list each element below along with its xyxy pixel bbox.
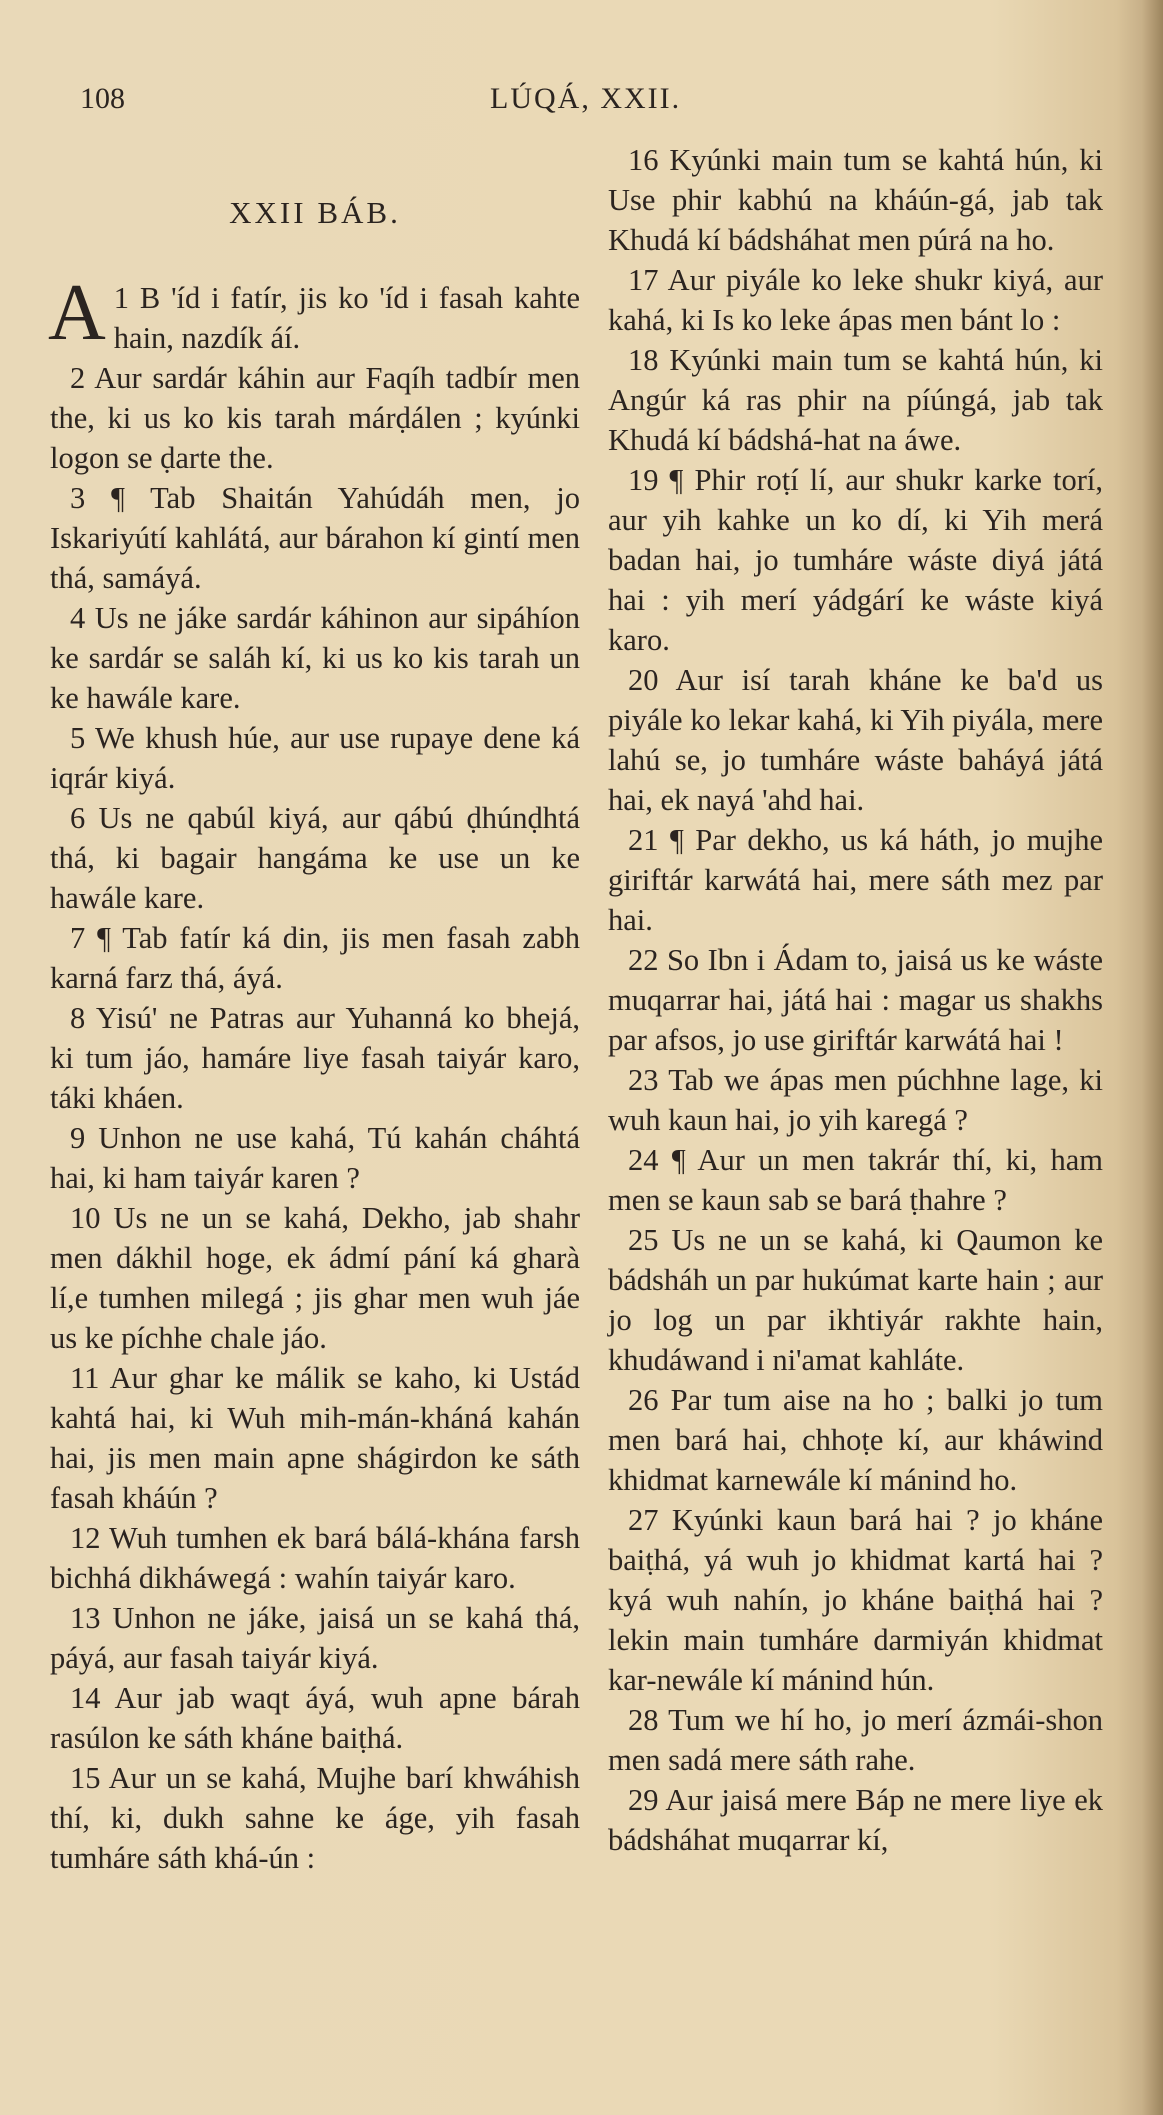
chapter-heading: XXII BÁB.: [229, 195, 401, 230]
verse-12: 12 Wuh tumhen ek bará bálá-khána farsh bichhá dikháwegá : wahín taiyár karo.: [50, 1521, 580, 1595]
page-number: 108: [80, 82, 125, 115]
verse-19: 19 ¶ Phir roṭí lí, aur shukr karke torí, aur yih kahke un ko dí, ki Yih merá badan hai, jo tumháre wáste diyá játá hai : yih merí yádgárí ke wáste kiyá karo.: [608, 463, 1103, 657]
verse-number: 1: [113, 281, 130, 315]
left-column: [48, 269, 581, 1878]
verse-25: 25 Us ne un se kahá, ki Qaumon ke bádsháh un par hukúmat karte hain ; aur jo log un par ikhtiyár rakhte hain, khudáwand i ni'amat kahláte.: [608, 1223, 1103, 1377]
verse-16: 16 Kyúnki main tum se kahtá hún, ki Use phir kabhú na kháún-gá, jab tak Khudá kí bádsháhat men púrá na ho.: [608, 143, 1103, 257]
verse-15: 15 Aur un se kahá, Mujhe barí khwáhish thí, ki, dukh sahne ke áge, yih fasah tumháre sáth khá-ún :: [50, 1761, 580, 1875]
verse-20: 20 Aur isí tarah kháne ke ba'd us piyále ko lekar kahá, ki Yih piyála, mere lahú se, jo tumháre wáste baháyá játá hai, ek nayá 'ahd hai.: [608, 663, 1103, 817]
verse-10: 10 Us ne un se kahá, Dekho, jab shahr men dákhil hoge, ek ádmí pání ká gharà lí,e tumhen milegá ; jis ghar men wuh jáe us ke píchhe chale jáo.: [50, 1201, 580, 1355]
verse-9: 9 Unhon ne use kahá, Tú kahán cháhtá hai, ki ham taiyár karen ?: [50, 1121, 580, 1195]
verse-4: 4 Us ne jáke sardár káhinon aur sipáhíon ke sardár se saláh kí, ki us ko kis tarah un ke hawále kare.: [50, 601, 580, 715]
verse-18: 18 Kyúnki main tum se kahtá hún, ki Angúr ká ras phir na píúngá, jab tak Khudá kí bádshá-hat na áwe.: [608, 343, 1103, 457]
verse-26: 26 Par tum aise na ho ; balki jo tum men bará hai, chhoṭe kí, aur kháwind khidmat karnewále kí mánind ho.: [608, 1383, 1103, 1497]
verse-17: 17 Aur piyále ko leke shukr kiyá, aur kahá, ki Is ko leke ápas men bánt lo :: [608, 263, 1103, 337]
drop-cap-tail: B: [139, 281, 161, 315]
verse-22: 22 So Ibn i Ádam to, jaisá us ke wáste muqarrar hai, játá hai : magar us shakhs par afsos, jo use giriftár karwátá hai !: [608, 943, 1103, 1057]
verse-2: 2 Aur sardár káhin aur Faqíh tadbír men the, ki us ko kis tarah márḍálen ; kyúnki logon se ḍarte the.: [50, 361, 580, 475]
verse-text: 'íd i fatír, jis ko 'íd i fasah kahte hain, nazdík áí.: [113, 281, 581, 355]
right-column: [608, 140, 1103, 1860]
verse-27: 27 Kyúnki kaun bará hai ? jo kháne baiṭhá, yá wuh jo khidmat kartá hai ? kyá wuh nahín, jo kháne baiṭhá hai ? lekin main tumháre darmiyán khidmat kar-newále kí mánind hún.: [608, 1503, 1103, 1697]
verse-28: 28 Tum we hí ho, jo merí ázmái-shon men sadá mere sáth rahe.: [608, 1703, 1103, 1777]
verse-11: 11 Aur ghar ke málik se kaho, ki Ustád kahtá hai, ki Wuh mih-mán-kháná kahán hai, jis men main apne shágirdon ke sáth fasah kháún ?: [50, 1361, 580, 1515]
verse-8: 8 Yisú' ne Patras aur Yuhanná ko bhejá, ki tum jáo, hamáre liye fasah taiyár karo, táki kháen.: [50, 1001, 580, 1115]
verse-3: 3 ¶ Tab Shaitán Yahúdáh men, jo Iskariyútí kahlátá, aur bárahon kí gintí men thá, samáyá.: [50, 481, 580, 595]
page-edge: [1141, 0, 1163, 2115]
verse-6: 6 Us ne qabúl kiyá, aur qábú ḍhúnḍhtá thá, ki bagair hangáma ke use un ke hawále kare.: [50, 801, 580, 915]
page-header: [0, 70, 1163, 120]
verse-5: 5 We khush húe, aur use rupaye dene ká iqrár kiyá.: [50, 721, 580, 795]
verse-14: 14 Aur jab waqt áyá, wuh apne bárah rasúlon ke sáth kháne baiṭhá.: [50, 1681, 580, 1755]
verse-29: 29 Aur jaisá mere Báp ne mere liye ek bádsháhat muqarrar kí,: [608, 1783, 1103, 1857]
verse-13: 13 Unhon ne jáke, jaisá un se kahá thá, páyá, aur fasah taiyár kiyá.: [50, 1601, 580, 1675]
verse-21: 21 ¶ Par dekho, us ká háth, jo mujhe giriftár karwátá hai, mere sáth mez par hai.: [608, 823, 1103, 937]
verse-24: 24 ¶ Aur un men takrár thí, ki, ham men se kaun sab se bará ṭhahre ?: [608, 1143, 1103, 1217]
verse-7: 7 ¶ Tab fatír ká din, jis men fasah zabh karná farz thá, áyá.: [50, 921, 580, 995]
drop-cap: A: [48, 269, 106, 357]
verse-23: 23 Tab we ápas men púchhne lage, ki wuh kaun hai, jo yih karegá ?: [608, 1063, 1103, 1137]
verse-1: [48, 269, 581, 358]
running-title: LÚQÁ, XXII.: [490, 82, 682, 115]
